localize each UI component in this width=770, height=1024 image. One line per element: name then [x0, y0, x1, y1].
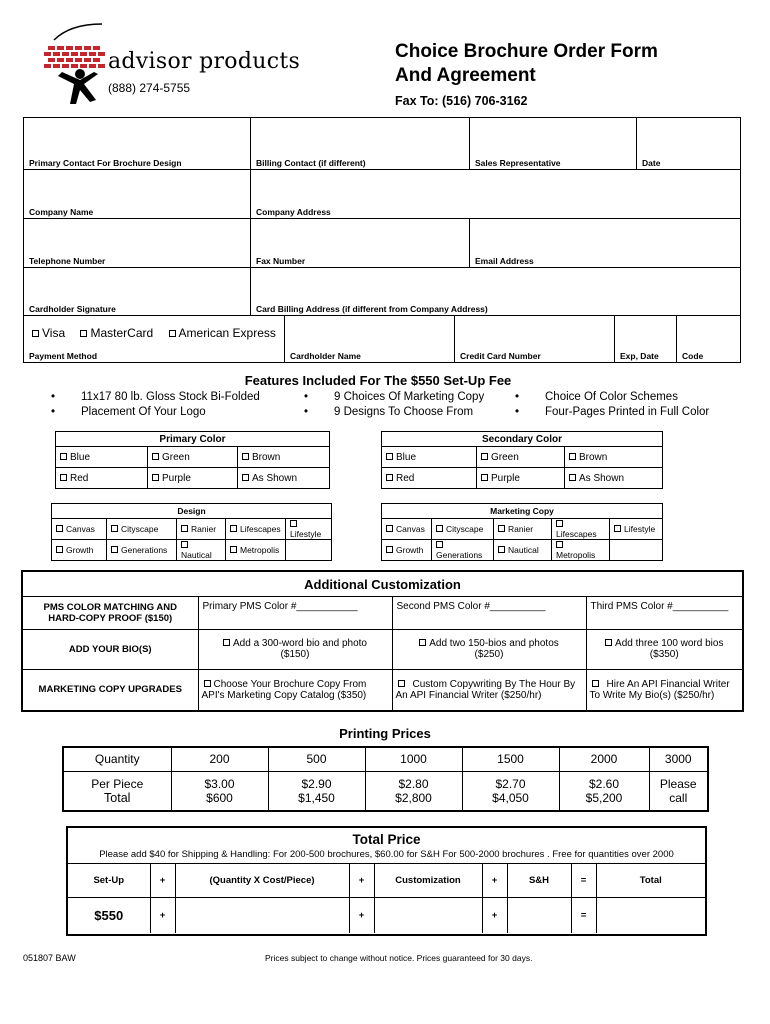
- total-label: Total: [596, 864, 705, 898]
- primary-color-brown[interactable]: Brown: [238, 447, 330, 468]
- mastercard-label: MasterCard: [90, 326, 154, 340]
- title-line-1: Choice Brochure Order Form: [395, 41, 658, 62]
- total-cell: $4,050: [462, 791, 559, 811]
- copy-metropolis[interactable]: Metropolis: [552, 540, 610, 561]
- per-piece-cell: $2.80: [365, 771, 462, 791]
- payment-method-field: [24, 316, 285, 363]
- setup-value: $550: [68, 898, 150, 933]
- email-field[interactable]: Email Address: [470, 219, 741, 268]
- company-name-field[interactable]: Company Name: [24, 170, 251, 219]
- design-table: [51, 503, 332, 561]
- copy-growth[interactable]: Growth: [382, 540, 432, 561]
- design-title: Design: [52, 504, 332, 519]
- printing-prices-title: Printing Prices: [339, 726, 431, 741]
- logo-phone: (888) 274-5755: [108, 81, 191, 95]
- plus-sign: +: [349, 898, 374, 933]
- logo-mark-icon: [40, 22, 110, 108]
- equals-sign: =: [571, 864, 596, 898]
- customization-input[interactable]: [374, 898, 482, 933]
- per-piece-cell: $2.60: [559, 771, 649, 791]
- copy-canvas[interactable]: Canvas: [382, 519, 432, 540]
- secondary-color-table: [381, 431, 663, 489]
- customization-label: Customization: [374, 864, 482, 898]
- total-cell: $5,200: [559, 791, 649, 811]
- plus-sign: +: [150, 864, 175, 898]
- quantity-cell: 1000: [365, 747, 462, 771]
- amex-checkbox[interactable]: [169, 326, 276, 340]
- total-cell: $600: [171, 791, 268, 811]
- features-title: Features Included For The $550 Set-Up Fee: [244, 373, 512, 388]
- equals-sign: =: [571, 898, 596, 933]
- pms-second-field[interactable]: Second PMS Color #__________: [392, 597, 586, 629]
- feature-item: • Placement Of Your Logo: [81, 406, 206, 418]
- mastercard-checkbox[interactable]: [80, 326, 153, 340]
- plus-sign: +: [150, 898, 175, 933]
- feature-item: • Four-Pages Printed in Full Color: [545, 406, 709, 418]
- please-call: Please call: [649, 771, 708, 811]
- marketing-upgrades-label: MARKETING COPY UPGRADES: [23, 669, 198, 710]
- exp-date-field[interactable]: Exp, Date: [615, 316, 677, 363]
- marketing-copy-title: Marketing Copy: [382, 504, 663, 519]
- primary-color-table: [55, 431, 330, 489]
- telephone-field[interactable]: Telephone Number: [24, 219, 251, 268]
- footer-note: Prices subject to change without notice. Prices guaranteed for 30 days.: [265, 953, 533, 963]
- payment-method-label: Payment Method: [29, 351, 98, 361]
- design-ranier[interactable]: Ranier: [177, 519, 226, 540]
- amex-label: American Express: [178, 326, 276, 340]
- copy-lifestyle[interactable]: Lifestyle: [610, 519, 663, 540]
- setup-label: Set-Up: [68, 864, 150, 898]
- copy-generations[interactable]: Generations: [432, 540, 494, 561]
- fax-number-field[interactable]: Fax Number: [251, 219, 470, 268]
- design-canvas[interactable]: Canvas: [52, 519, 107, 540]
- design-metropolis[interactable]: Metropolis: [226, 540, 286, 561]
- qty-cost-label: (Quantity X Cost/Piece): [175, 864, 349, 898]
- design-cityscape[interactable]: Cityscape: [107, 519, 177, 540]
- copy-cityscape[interactable]: Cityscape: [432, 519, 494, 540]
- primary-color-red[interactable]: Red: [56, 468, 148, 489]
- feature-item: • 9 Choices Of Marketing Copy: [334, 391, 484, 403]
- contact-table: [23, 117, 741, 316]
- secondary-color-green[interactable]: Green: [477, 447, 565, 468]
- cardholder-signature-field[interactable]: Cardholder Signature: [24, 268, 251, 316]
- visa-checkbox[interactable]: [32, 326, 65, 340]
- copy-lifescapes[interactable]: Lifescapes: [552, 519, 610, 540]
- bio-option-1[interactable]: Add a 300-word bio and photo ($150): [198, 629, 392, 669]
- title-line-2: And Agreement: [395, 65, 536, 86]
- logo-text: advisor products: [108, 49, 301, 74]
- card-number-field[interactable]: Credit Card Number: [455, 316, 615, 363]
- page-title: [395, 40, 658, 88]
- marketing-upgrade-3[interactable]: Hire An API Financial Writer To Write My Bio(s) ($250/hr): [586, 669, 742, 710]
- feature-item: • 11x17 80 lb. Gloss Stock Bi-Folded: [81, 391, 260, 403]
- marketing-copy-table: [381, 503, 663, 561]
- date-field[interactable]: Date: [637, 118, 741, 170]
- qty-cost-input[interactable]: [175, 898, 349, 933]
- sales-rep-field[interactable]: Sales Representative: [470, 118, 637, 170]
- feature-item: • Choice Of Color Schemes: [545, 391, 678, 403]
- customization-section: [21, 570, 744, 712]
- total-cell: $1,450: [268, 791, 365, 811]
- plus-sign: +: [349, 864, 374, 898]
- bio-option-3[interactable]: Add three 100 word bios ($350): [586, 629, 742, 669]
- sh-input[interactable]: [507, 898, 571, 933]
- secondary-color-purple[interactable]: Purple: [477, 468, 565, 489]
- sh-label: S&H: [507, 864, 571, 898]
- primary-contact-field[interactable]: Primary Contact For Brochure Design: [24, 118, 251, 170]
- primary-color-green[interactable]: Green: [148, 447, 238, 468]
- customization-table: [23, 597, 742, 710]
- company-address-field[interactable]: Company Address: [251, 170, 741, 219]
- fax-number: Fax To: (516) 706-3162: [395, 94, 528, 108]
- pms-primary-field[interactable]: Primary PMS Color #___________: [198, 597, 392, 629]
- per-piece-label: Per Piece: [63, 771, 171, 791]
- payment-table: [23, 315, 741, 363]
- quantity-cell: 2000: [559, 747, 649, 771]
- primary-color-title: Primary Color: [56, 432, 330, 447]
- total-price-section: [66, 826, 707, 936]
- marketing-upgrade-1[interactable]: Choose Your Brochure Copy From API's Marketing Copy Catalog ($350): [198, 669, 392, 710]
- customization-title: Additional Customization: [23, 572, 742, 597]
- logo: [40, 22, 310, 112]
- secondary-color-brown[interactable]: Brown: [565, 447, 663, 468]
- plus-sign: +: [482, 864, 507, 898]
- quantity-cell: 500: [268, 747, 365, 771]
- secondary-color-as-shown[interactable]: As Shown: [565, 468, 663, 489]
- plus-sign: +: [482, 898, 507, 933]
- design-lifestyle[interactable]: Lifestyle: [286, 519, 332, 540]
- primary-color-blue[interactable]: Blue: [56, 447, 148, 468]
- code-field[interactable]: Code: [677, 316, 741, 363]
- design-growth[interactable]: Growth: [52, 540, 107, 561]
- shipping-note: Please add $40 for Shipping & Handling: For 200-500 brochures, $60.00 for S&H For 500-2000 brochures . Free for quantities over 2000: [99, 849, 674, 860]
- printing-prices-table: [62, 746, 709, 812]
- quantity-cell: 1500: [462, 747, 559, 771]
- design-lifescapes[interactable]: Lifescapes: [226, 519, 286, 540]
- primary-color-purple[interactable]: Purple: [148, 468, 238, 489]
- total-price-table: [68, 863, 705, 933]
- card-billing-address-field[interactable]: Card Billing Address (if different from Company Address): [251, 268, 741, 316]
- bio-option-2[interactable]: Add two 150-bios and photos ($250): [392, 629, 586, 669]
- total-input[interactable]: [596, 898, 705, 933]
- total-label: Total: [63, 791, 171, 811]
- copy-nautical[interactable]: Nautical: [494, 540, 552, 561]
- per-piece-cell: $2.70: [462, 771, 559, 791]
- quantity-cell: 200: [171, 747, 268, 771]
- total-price-title: Total Price: [352, 832, 421, 847]
- pms-label: PMS COLOR MATCHING AND HARD-COPY PROOF ($150): [23, 597, 198, 629]
- feature-item: • 9 Designs To Choose From: [334, 406, 473, 418]
- per-piece-cell: $3.00: [171, 771, 268, 791]
- secondary-color-title: Secondary Color: [382, 432, 663, 447]
- total-cell: $2,800: [365, 791, 462, 811]
- billing-contact-field[interactable]: Billing Contact (if different): [251, 118, 470, 170]
- quantity-cell: 3000: [649, 747, 708, 771]
- copy-ranier[interactable]: Ranier: [494, 519, 552, 540]
- secondary-color-blue[interactable]: Blue: [382, 447, 477, 468]
- per-piece-cell: $2.90: [268, 771, 365, 791]
- bio-label: ADD YOUR BIO(S): [23, 629, 198, 669]
- marketing-upgrade-2[interactable]: Custom Copywriting By The Hour By An API Financial Writer ($250/hr): [392, 669, 586, 710]
- design-generations[interactable]: Generations: [107, 540, 177, 561]
- primary-color-as-shown[interactable]: As Shown: [238, 468, 330, 489]
- secondary-color-red[interactable]: Red: [382, 468, 477, 489]
- footer-code: 051807 BAW: [23, 953, 76, 963]
- cardholder-name-field[interactable]: Cardholder Name: [285, 316, 455, 363]
- pms-third-field[interactable]: Third PMS Color #__________: [586, 597, 742, 629]
- visa-label: Visa: [42, 326, 66, 340]
- quantity-label: Quantity: [63, 747, 171, 771]
- design-nautical[interactable]: Nautical: [177, 540, 226, 561]
